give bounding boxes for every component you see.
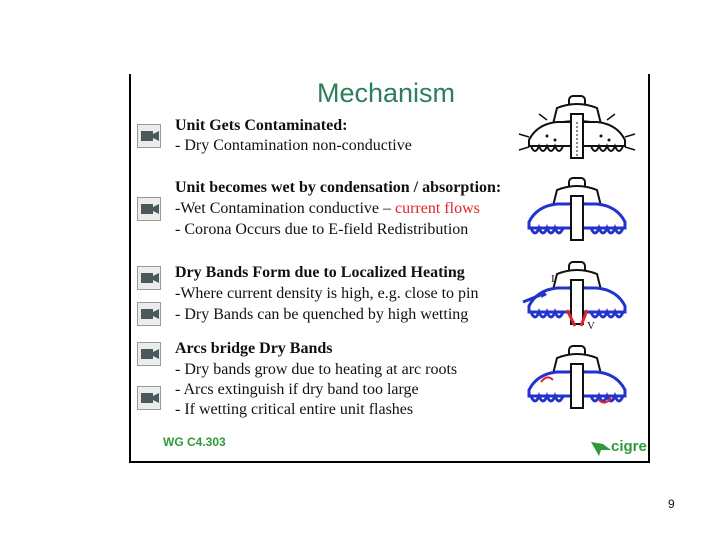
voltage-label: V bbox=[587, 320, 595, 332]
section-line: - Corona Occurs due to E-field Redistribution bbox=[175, 221, 469, 238]
footer-working-group-code: WG C4.303 bbox=[163, 435, 226, 449]
slide-title: Mechanism bbox=[317, 78, 456, 108]
svg-text:cigre: cigre bbox=[611, 438, 647, 455]
video-camera-icon[interactable] bbox=[137, 302, 161, 326]
section-line: - If wetting critical entire unit flashes bbox=[175, 401, 414, 418]
current-flows-highlight: current flows bbox=[395, 200, 480, 217]
slide bbox=[129, 74, 650, 463]
cigre-logo bbox=[589, 434, 650, 462]
section-line: - Arcs extinguish if dry band too large bbox=[175, 381, 419, 398]
video-camera-icon[interactable] bbox=[137, 266, 161, 290]
section-heading-dry-bands: Dry Bands Form due to Localized Heating bbox=[175, 264, 465, 281]
insulator-dry-contaminated-diagram bbox=[517, 94, 637, 164]
insulator-wet-diagram bbox=[517, 176, 637, 246]
video-camera-icon[interactable] bbox=[137, 197, 161, 221]
section-line: -Where current density is high, e.g. close to pin bbox=[175, 285, 479, 302]
video-camera-icon[interactable] bbox=[137, 124, 161, 148]
page-number: 9 bbox=[668, 497, 675, 511]
section-heading-wet: Unit becomes wet by condensation / absorption: bbox=[175, 179, 502, 196]
section-line-text: -Wet Contamination conductive – bbox=[175, 200, 395, 217]
section-line: - Dry Contamination non-conductive bbox=[175, 137, 412, 154]
insulator-dry-bands-diagram bbox=[517, 260, 637, 334]
section-line: - Dry Bands can be quenched by high wetting bbox=[175, 306, 469, 323]
section-heading-contaminated: Unit Gets Contaminated: bbox=[175, 117, 348, 134]
section-heading-arcs: Arcs bridge Dry Bands bbox=[175, 340, 333, 357]
video-camera-icon[interactable] bbox=[137, 386, 161, 410]
current-label: I bbox=[551, 273, 555, 285]
section-line: - Dry bands grow due to heating at arc roots bbox=[175, 361, 458, 378]
video-camera-icon[interactable] bbox=[137, 342, 161, 366]
insulator-arcs-diagram bbox=[517, 344, 637, 416]
section-line bbox=[175, 200, 480, 218]
